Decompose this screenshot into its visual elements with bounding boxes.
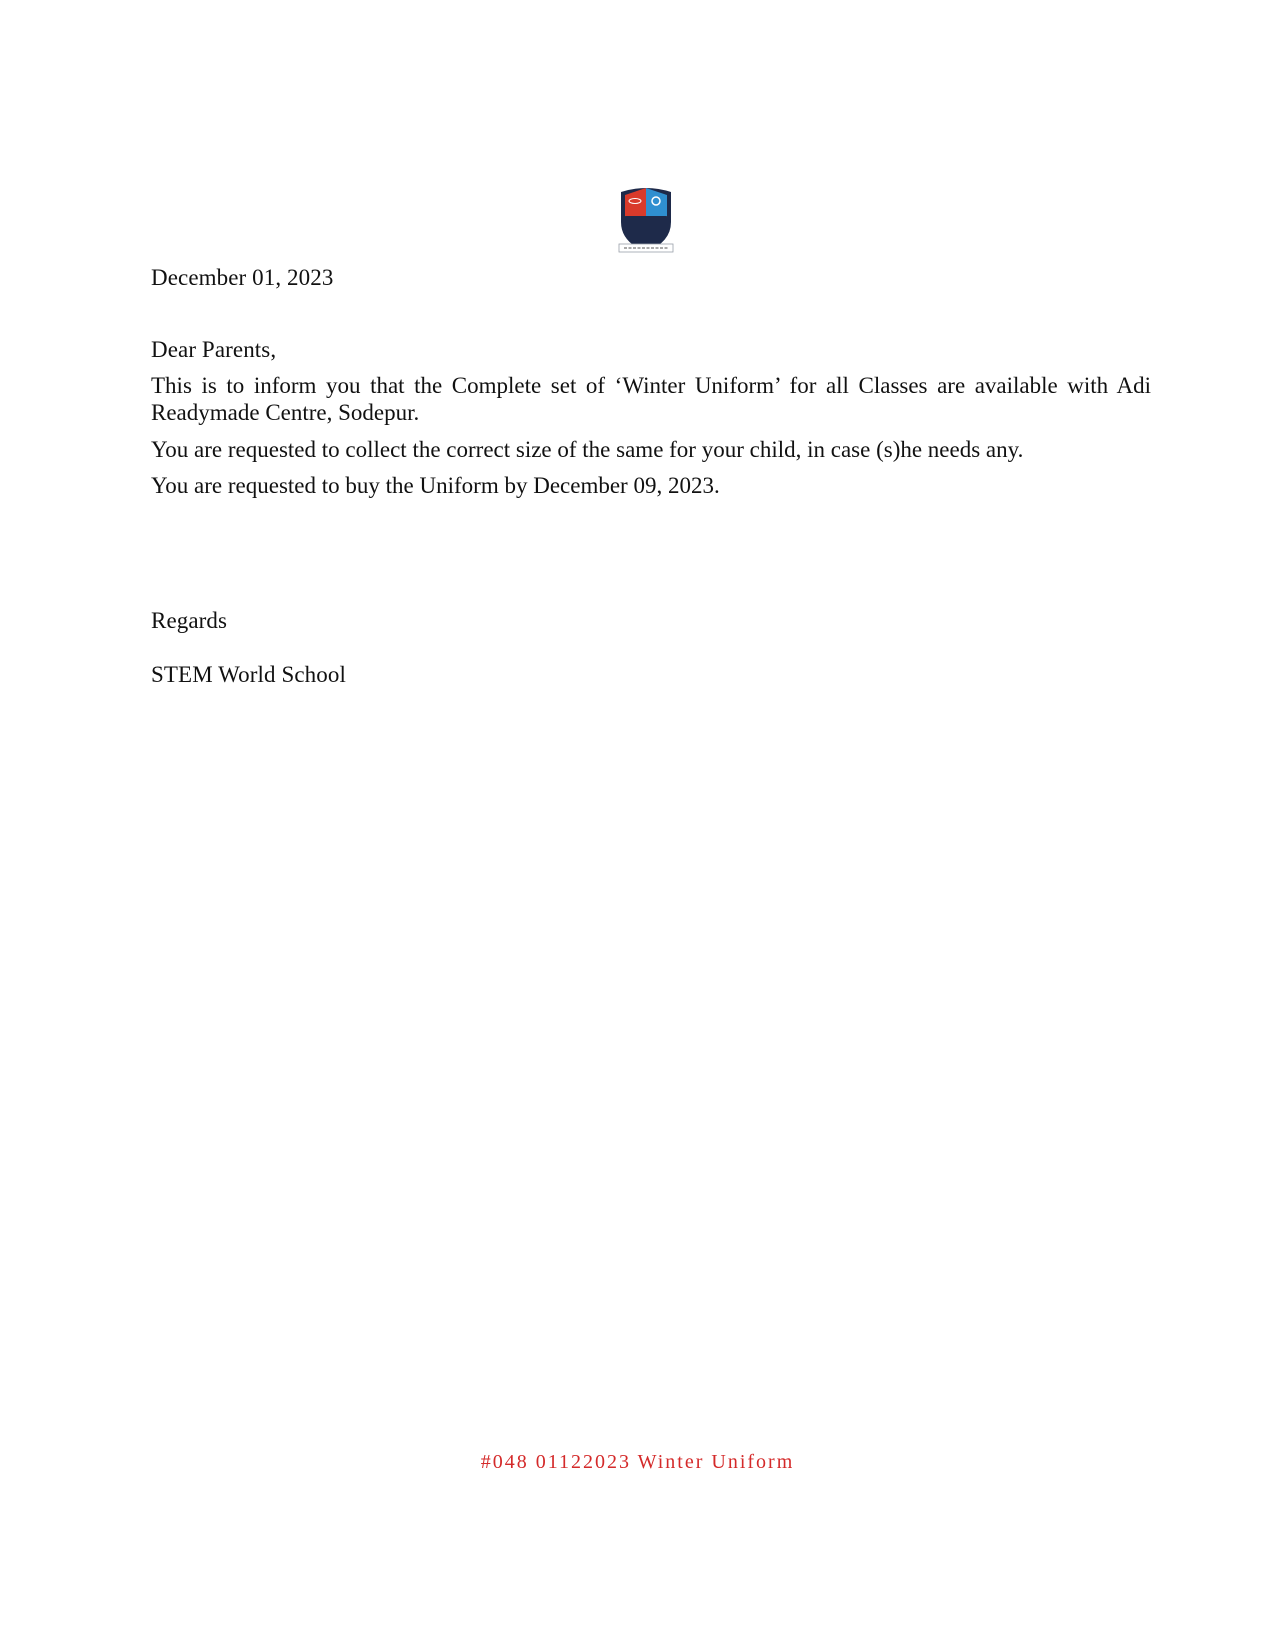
salutation: Dear Parents, — [151, 337, 277, 362]
closing-regards: Regards — [151, 608, 228, 633]
footer-reference — [0, 1451, 1275, 1474]
letter-date: December 01, 2023 — [151, 265, 334, 290]
signature-school-name: STEM World School — [151, 662, 346, 687]
footer-reference-text: #048 01122023 Winter Uniform — [480, 1451, 795, 1473]
body-paragraph-deadline: You are requested to buy the Uniform by December 09, 2023. — [151, 473, 720, 498]
body-paragraph-collect: You are requested to collect the correct size of the same for your child, in case (s)he needs any. — [151, 437, 1024, 462]
school-crest-logo — [616, 186, 676, 256]
body-paragraph-availability: This is to inform you that the Complete set of ‘Winter Uniform’ for all Classes are available with Adi Readymade Centre, Sodepur. — [151, 373, 1151, 425]
stem-world-school-crest-icon — [616, 186, 676, 256]
